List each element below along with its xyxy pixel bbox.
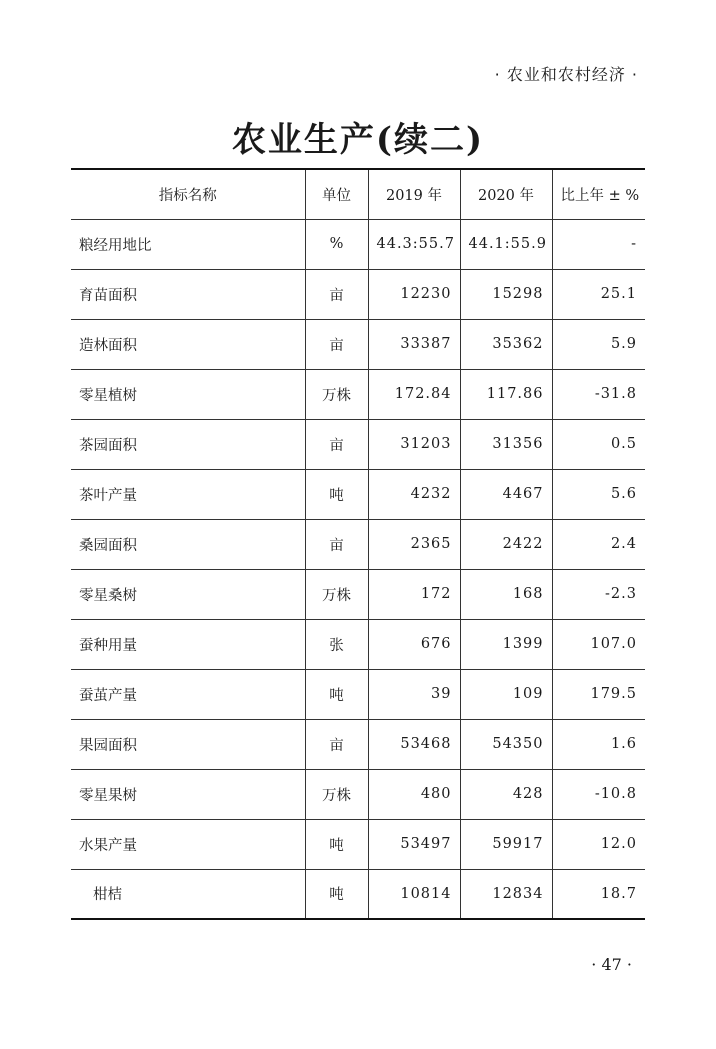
table-row xyxy=(71,569,645,619)
cell-value-2019: 4232 xyxy=(368,469,460,519)
cell-indicator-name: 茶园面积 xyxy=(71,419,305,469)
table-row xyxy=(71,869,645,919)
page-number: · 47 · xyxy=(591,955,632,974)
cell-value-2020: 117.86 xyxy=(460,369,552,419)
table-row xyxy=(71,219,645,269)
cell-indicator-name: 桑园面积 xyxy=(71,519,305,569)
cell-indicator-name: 蚕种用量 xyxy=(71,619,305,669)
table-row xyxy=(71,619,645,669)
cell-change-percent: -31.8 xyxy=(552,369,645,419)
table-row xyxy=(71,669,645,719)
table-row xyxy=(71,469,645,519)
cell-unit: % xyxy=(305,219,368,269)
cell-unit: 万株 xyxy=(305,569,368,619)
cell-value-2019: 480 xyxy=(368,769,460,819)
cell-value-2019: 33387 xyxy=(368,319,460,369)
cell-unit: 万株 xyxy=(305,769,368,819)
cell-change-percent: 107.0 xyxy=(552,619,645,669)
cell-value-2020: 54350 xyxy=(460,719,552,769)
header-year-2020: 2020 年 xyxy=(460,169,552,219)
cell-indicator-name: 零星桑树 xyxy=(71,569,305,619)
cell-value-2019: 172 xyxy=(368,569,460,619)
header-unit: 单位 xyxy=(305,169,368,219)
cell-indicator-name: 粮经用地比 xyxy=(71,219,305,269)
cell-value-2019: 39 xyxy=(368,669,460,719)
cell-unit: 吨 xyxy=(305,469,368,519)
cell-unit: 亩 xyxy=(305,419,368,469)
cell-indicator-name: 水果产量 xyxy=(71,819,305,869)
cell-value-2019: 172.84 xyxy=(368,369,460,419)
running-head: · 农业和农村经济 · xyxy=(494,65,638,84)
cell-value-2019: 676 xyxy=(368,619,460,669)
cell-indicator-name: 茶叶产量 xyxy=(71,469,305,519)
table-row xyxy=(71,319,645,369)
cell-unit: 吨 xyxy=(305,819,368,869)
cell-indicator-name: 零星植树 xyxy=(71,369,305,419)
cell-change-percent: 1.6 xyxy=(552,719,645,769)
table-body xyxy=(71,219,645,919)
cell-change-percent: 179.5 xyxy=(552,669,645,719)
cell-change-percent: -2.3 xyxy=(552,569,645,619)
cell-value-2020: 15298 xyxy=(460,269,552,319)
cell-value-2020: 31356 xyxy=(460,419,552,469)
table-row xyxy=(71,419,645,469)
cell-value-2019: 44.3:55.7 xyxy=(368,219,460,269)
cell-change-percent: 5.9 xyxy=(552,319,645,369)
cell-indicator-name: 育苗面积 xyxy=(71,269,305,319)
header-indicator-name: 指标名称 xyxy=(71,169,305,219)
cell-indicator-name: 果园面积 xyxy=(71,719,305,769)
table-header-row xyxy=(71,169,645,219)
cell-unit: 亩 xyxy=(305,319,368,369)
statistics-table xyxy=(71,168,645,920)
cell-unit: 亩 xyxy=(305,269,368,319)
cell-value-2020: 12834 xyxy=(460,869,552,919)
header-year-2019: 2019 年 xyxy=(368,169,460,219)
cell-unit: 万株 xyxy=(305,369,368,419)
cell-value-2020: 168 xyxy=(460,569,552,619)
cell-value-2020: 2422 xyxy=(460,519,552,569)
cell-change-percent: - xyxy=(552,219,645,269)
cell-value-2019: 12230 xyxy=(368,269,460,319)
header-change-percent: 比上年 ± % xyxy=(552,169,645,219)
cell-indicator-name: 零星果树 xyxy=(71,769,305,819)
cell-value-2019: 53468 xyxy=(368,719,460,769)
cell-change-percent: 25.1 xyxy=(552,269,645,319)
table-row xyxy=(71,769,645,819)
cell-unit: 亩 xyxy=(305,719,368,769)
cell-unit: 吨 xyxy=(305,869,368,919)
cell-value-2020: 109 xyxy=(460,669,552,719)
cell-value-2019: 2365 xyxy=(368,519,460,569)
cell-change-percent: -10.8 xyxy=(552,769,645,819)
cell-value-2020: 428 xyxy=(460,769,552,819)
cell-change-percent: 0.5 xyxy=(552,419,645,469)
table-row xyxy=(71,719,645,769)
cell-unit: 张 xyxy=(305,619,368,669)
cell-change-percent: 2.4 xyxy=(552,519,645,569)
cell-value-2020: 59917 xyxy=(460,819,552,869)
page-title: 农业生产(续二) xyxy=(231,120,485,160)
cell-indicator-name: 柑桔 xyxy=(93,887,122,904)
cell-value-2020: 35362 xyxy=(460,319,552,369)
table-row xyxy=(71,369,645,419)
cell-value-2019: 10814 xyxy=(368,869,460,919)
cell-change-percent: 12.0 xyxy=(552,819,645,869)
cell-change-percent: 18.7 xyxy=(552,869,645,919)
cell-value-2020: 4467 xyxy=(460,469,552,519)
table-row xyxy=(71,519,645,569)
table-row xyxy=(71,269,645,319)
table-row xyxy=(71,819,645,869)
cell-indicator-name: 造林面积 xyxy=(71,319,305,369)
cell-unit: 吨 xyxy=(305,669,368,719)
cell-change-percent: 5.6 xyxy=(552,469,645,519)
cell-value-2020: 1399 xyxy=(460,619,552,669)
cell-value-2020: 44.1:55.9 xyxy=(460,219,552,269)
cell-indicator-name: 蚕茧产量 xyxy=(71,669,305,719)
cell-unit: 亩 xyxy=(305,519,368,569)
cell-value-2019: 53497 xyxy=(368,819,460,869)
cell-value-2019: 31203 xyxy=(368,419,460,469)
